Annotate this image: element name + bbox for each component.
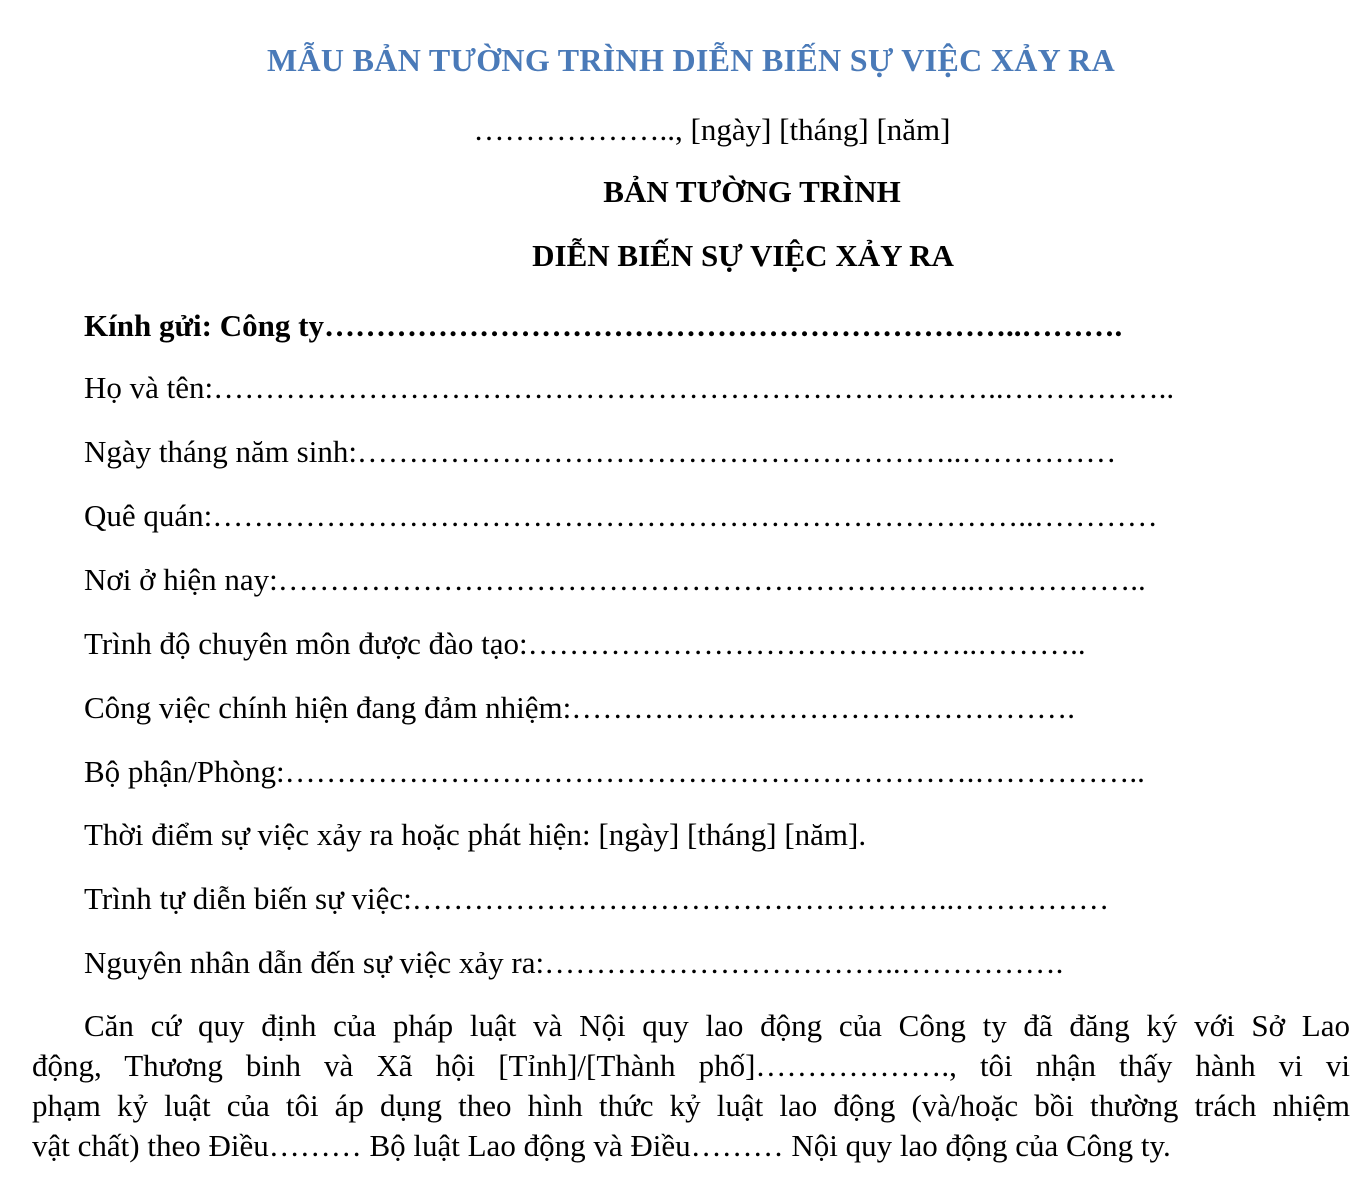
field-department: Bộ phận/Phòng:………………………………………………………….……………..	[84, 754, 1145, 789]
field-incident-time: Thời điểm sự việc xảy ra hoặc phát hiện: [ngày] [tháng] [năm].	[84, 817, 867, 852]
heading-incident: DIỄN BIẾN SỰ VIỆC XẢY RA	[532, 238, 954, 273]
field-qualification: Trình độ chuyên môn được đào tạo:……………………………………..………..	[84, 626, 1086, 661]
field-incident-sequence: Trình tự diễn biến sự việc:……………………………………………..……………	[84, 881, 1110, 916]
heading-report: BẢN TƯỜNG TRÌNH	[603, 174, 901, 209]
date-line: ……………….., [ngày] [tháng] [năm]	[473, 112, 951, 147]
field-date-of-birth: Ngày tháng năm sinh:…………………………………………………..……………	[84, 434, 1117, 469]
field-hometown: Quê quán:……………………………………………………………………..…………	[84, 498, 1158, 533]
field-current-residence: Nơi ở hiện nay:…………………………………………………………..……………..	[84, 562, 1146, 597]
document-title: MẪU BẢN TƯỜNG TRÌNH DIỄN BIẾN SỰ VIỆC XẢY RA	[267, 42, 1115, 78]
paragraph-line: phạm kỷ luật của tôi áp dụng theo hình thức kỷ luật lao động (và/hoặc bồi thường trách nhiệm	[32, 1088, 1350, 1123]
addressee-line: Kính gửi: Công ty…………………………………………………………..……….	[84, 308, 1123, 343]
field-full-name: Họ và tên:…………………………………………………………………..……………..	[84, 370, 1175, 405]
paragraph-line: vật chất) theo Điều……… Bộ luật Lao động và Điều……… Nội quy lao động của Công ty.	[32, 1128, 1171, 1163]
legal-basis-paragraph	[32, 1006, 1350, 1166]
paragraph-line: Căn cứ quy định của pháp luật và Nội quy lao động của Công ty đã đăng ký với Sở Lao	[84, 1008, 1350, 1043]
paragraph-line: động, Thương binh và Xã hội [Tỉnh]/[Thành phố]………………., tôi nhận thấy hành vi vi	[32, 1048, 1350, 1083]
field-current-job: Công việc chính hiện đang đảm nhiệm:………………………………………….	[84, 690, 1076, 725]
field-incident-cause: Nguyên nhân dẫn đến sự việc xảy ra:……………………………..…………….	[84, 945, 1064, 980]
